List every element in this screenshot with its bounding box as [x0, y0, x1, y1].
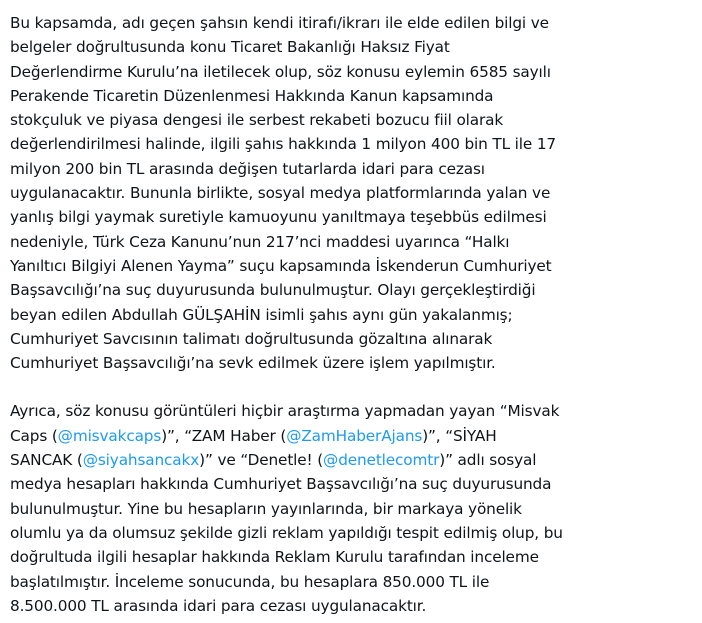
text-line: Perakende Ticaretin Düzenlenmesi Hakkında Kanun kapsamında: [10, 86, 494, 105]
text-line: olumlu ya da olumsuz şekilde gizli reklam yapıldığı tespit edilmiş olup, bu: [10, 523, 563, 542]
text-line: Başsavcılığı’na suç duyurusunda bulunulmuştur. Olayı gerçekleştirdiği: [10, 281, 536, 300]
text-segment: SANCAK (: [10, 451, 83, 470]
text-line: Bu kapsamda, adı geçen şahsın kendi itirafı/ikrarı ile elde edilen bilgi ve: [10, 14, 549, 32]
text-line: [10, 448, 690, 472]
text-segment: )” ve “Denetle! (: [199, 451, 324, 470]
text-line: stokçuluk ve piyasa dengesi ile serbest rekabeti bozucu fiil olarak: [10, 111, 504, 130]
text-line: Cumhuriyet Savcısının talimatı doğrultusunda gözaltına alınarak: [10, 329, 493, 348]
mention-link-zamhaberajans[interactable]: @ZamHaberAjans: [286, 426, 423, 445]
text-line: değerlendirilmesi halinde, ilgili şahıs hakkında 1 milyon 400 bin TL ile 17: [10, 135, 557, 154]
text-line: belgeler doğrultusunda konu Ticaret Bakanlığı Haksız Fiyat: [10, 38, 450, 57]
text-line: milyon 200 bin TL arasında değişen tutarlarda idari para cezası: [10, 159, 485, 178]
text-segment: Caps (: [10, 426, 58, 445]
text-line: bulunulmuştur. Yine bu hesapların yayınlarında, bir markaya yönelik: [10, 499, 522, 518]
text-line: nedeniyle, Türk Ceza Kanunu’nun 217’nci maddesi uyarınca “Halkı: [10, 232, 510, 251]
text-line: beyan edilen Abdullah GÜLŞAHİN isimli şahıs aynı gün yakalanmış;: [10, 305, 513, 324]
text-line: başlatılmıştır. İnceleme sonucunda, bu hesaplara 850.000 TL ile: [10, 572, 490, 591]
text-line: doğrultuda ilgili hesaplar hakkında Reklam Kurulu tarafından inceleme: [10, 548, 539, 567]
mention-link-misvakcaps[interactable]: @misvakcaps: [57, 426, 162, 445]
text-line: uygulanacaktır. Bununla birlikte, sosyal medya platformlarında yalan ve: [10, 184, 551, 203]
post-text: [10, 11, 690, 618]
text-line: 8.500.000 TL arasında idari para cezası uygulanacaktır.: [10, 596, 427, 615]
text-line: medya hesapları hakkında Cumhuriyet Başsavcılığı’na suç duyurusunda: [10, 475, 552, 494]
text-segment: )”, “SİYAH: [422, 426, 497, 445]
paragraph-2: [10, 399, 690, 618]
text-line: Cumhuriyet Başsavcılığı’na sevk edilmek üzere işlem yapılmıştır.: [10, 354, 496, 373]
text-line: Değerlendirme Kurulu’na iletilecek olup, söz konusu eylemin 6585 sayılı: [10, 62, 551, 81]
mention-link-denetlecomtr[interactable]: @denetlecomtr: [323, 451, 440, 470]
text-line: Ayrıca, söz konusu görüntüleri hiçbir araştırma yapmadan yayan “Misvak: [10, 402, 560, 421]
paragraph-1: [10, 11, 690, 375]
text-line: Yanıltıcı Bilgiyi Alenen Yayma” suçu kapsamında İskenderun Cumhuriyet: [10, 256, 552, 275]
text-line: [10, 424, 690, 448]
mention-link-siyahsancakx[interactable]: @siyahsancakx: [82, 451, 200, 470]
text-line: yanlış bilgi yaymak suretiyle kamuoyunu yanıltmaya teşebbüs edilmesi: [10, 208, 547, 227]
text-segment: )”, “ZAM Haber (: [161, 426, 287, 445]
text-segment: )” adlı sosyal: [439, 451, 537, 470]
